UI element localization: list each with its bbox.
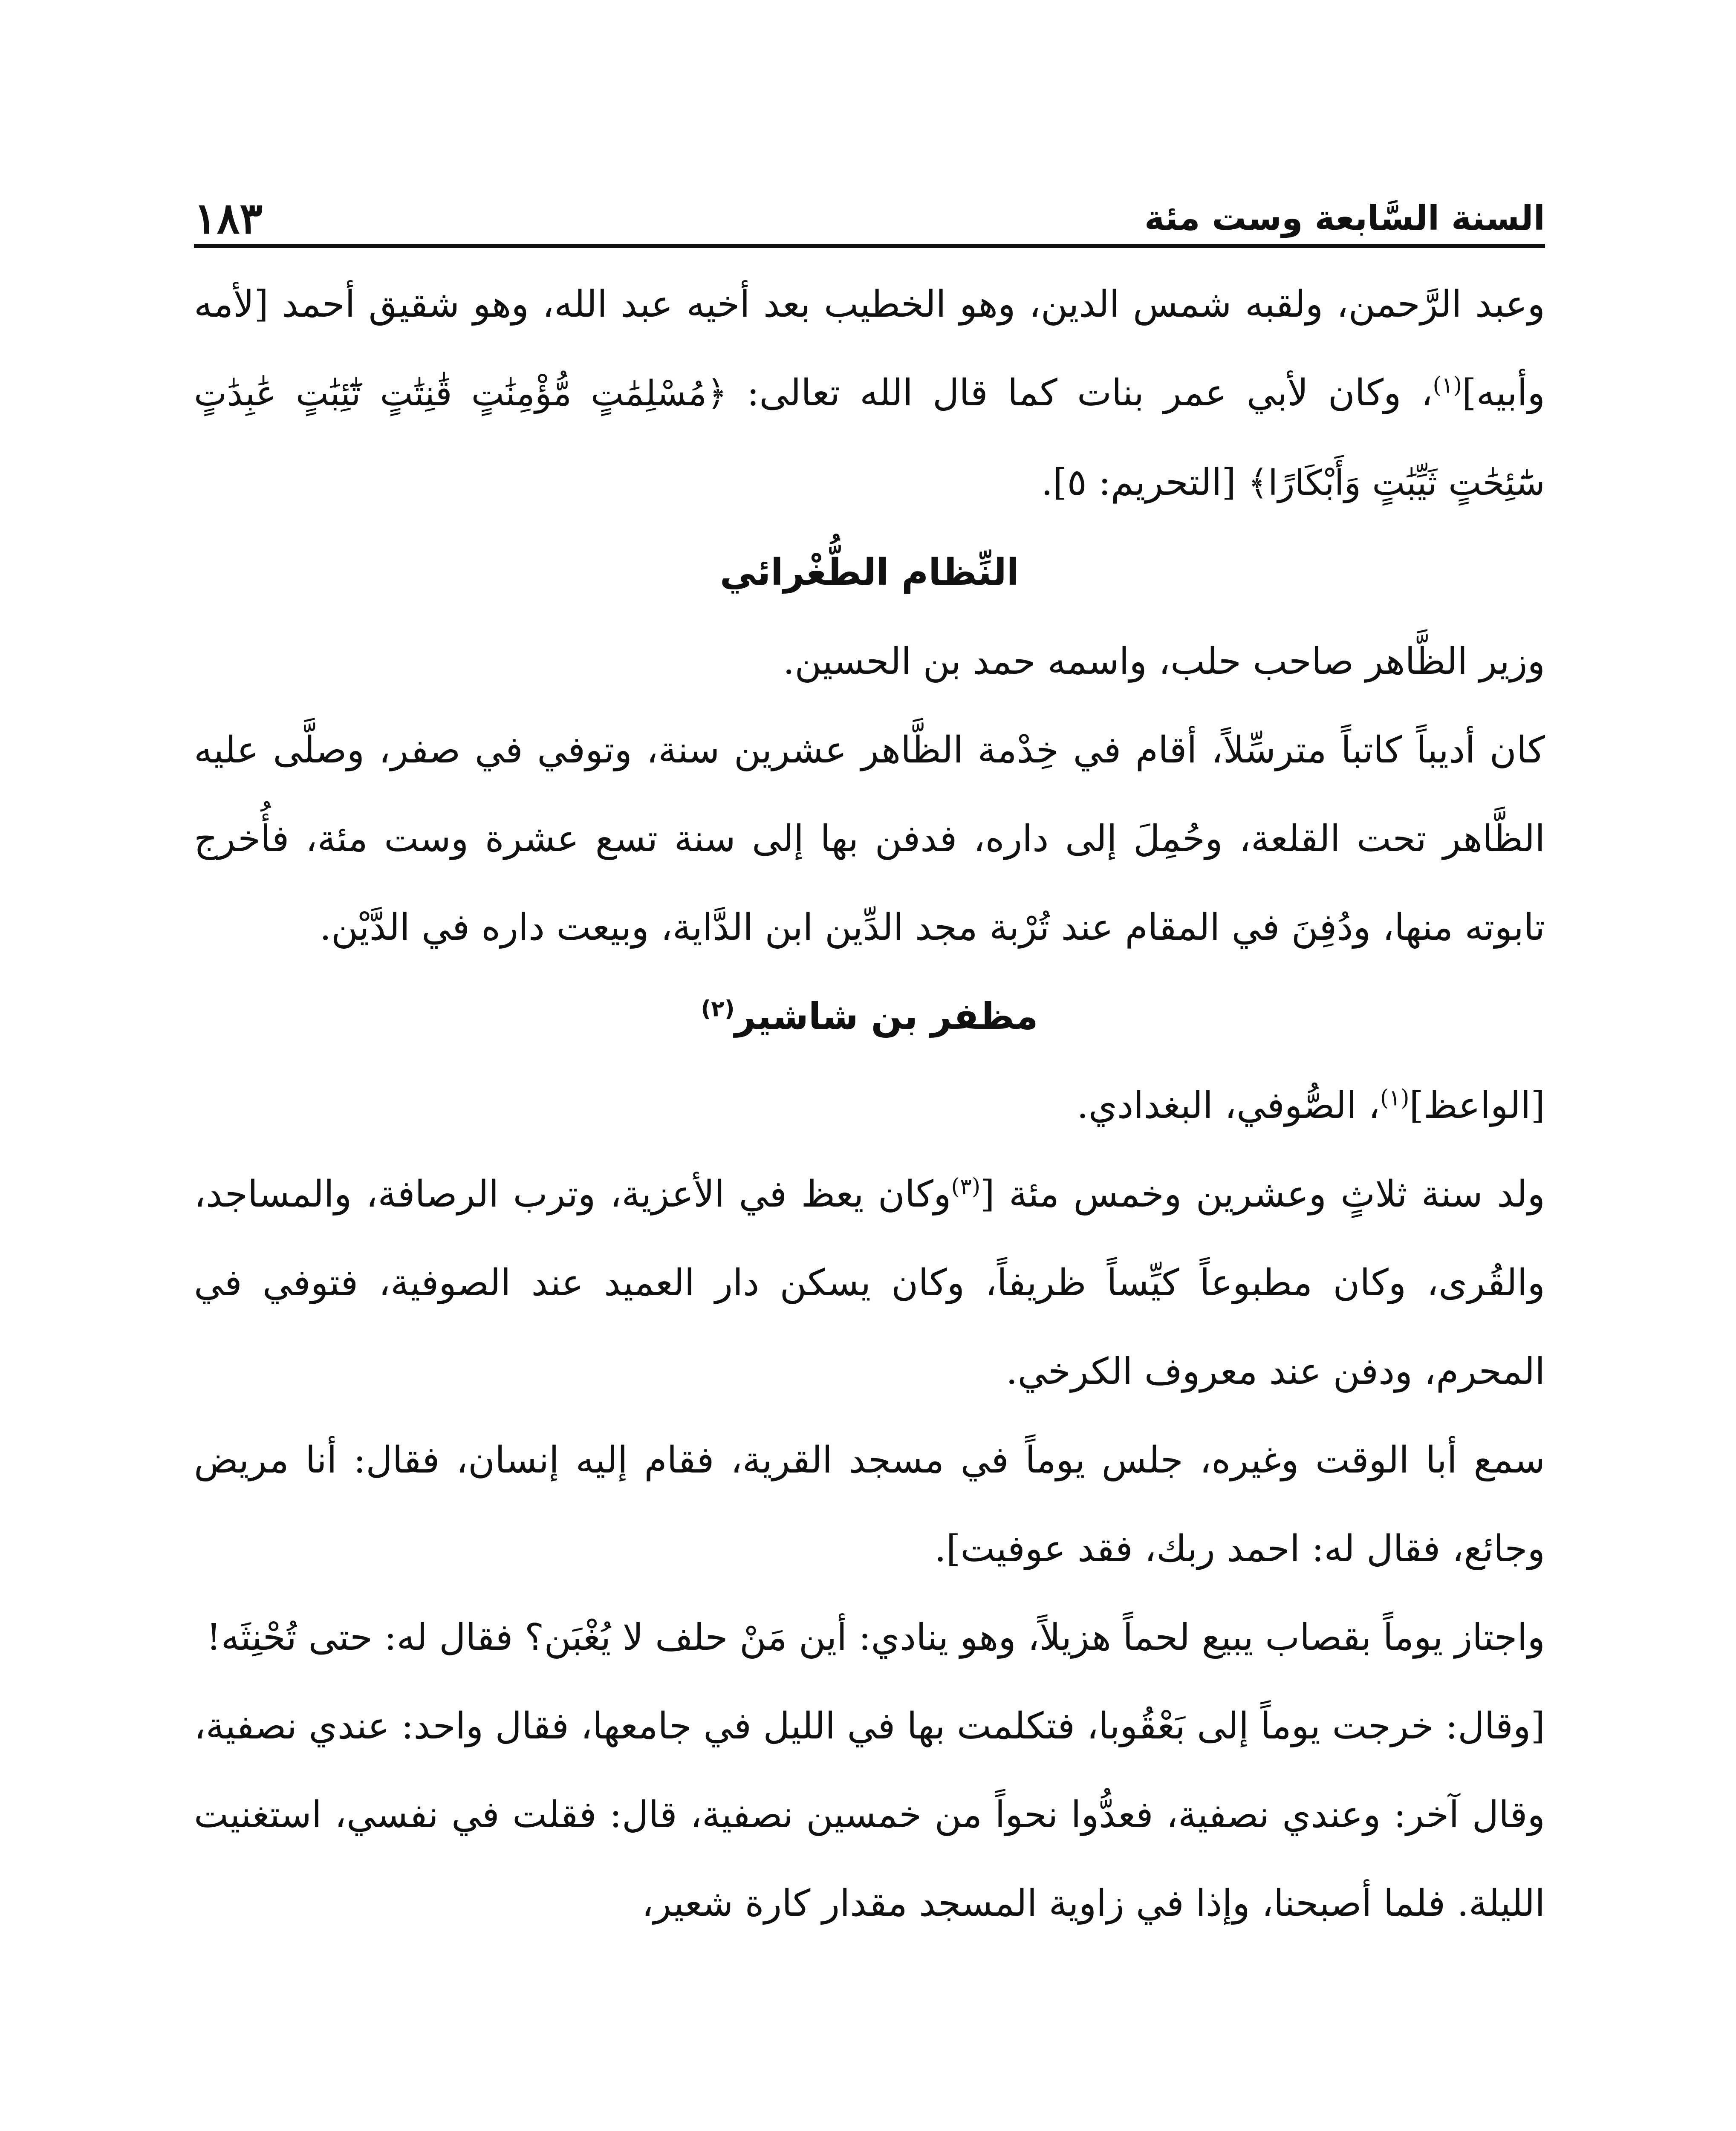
paragraph-6: سمع أبا الوقت وغيره، جلس يوماً في مسجد القرية، فقام إليه إنسان، فقال: أنا مريض وجائع، فقال له: احمد ربك، فقد عوفيت]. (194, 1439, 1545, 1570)
section-title-muzaffar: مظفر بن شاشير$^{(٢)}$ (701, 995, 1038, 1038)
footnote-ref[interactable]: (١) (1433, 372, 1462, 398)
footnote-ref[interactable]: (٣) (951, 1174, 981, 1200)
page-number: ١٨٣ (194, 193, 263, 243)
paragraph-4: [الواعظ]$^{(١)}$، الصُّوفي، البغدادي. (1077, 1084, 1545, 1127)
main-text (194, 260, 1545, 1948)
footnote-ref[interactable]: (٢) (701, 996, 735, 1022)
paragraph-1: وعبد الرَّحمن، ولقبه شمس الدين، وهو الخطيب بعد أخيه عبد الله، وهو شقيق أحمد [لأمه وأبيه]$^{(١)}$، وكان لأبي عمر بنات كما قال الله تعالى: ﴿مُسْلِمَٰتٍ مُّؤْمِنَٰتٍ قَٰنِتَٰتٍ تَٰٓئِبَٰتٍ عَٰبِدَٰتٍ سَٰٓئِحَٰتٍ ثَيِّبَٰتٍ وَأَبْكَارًا﴾ [التحريم: ٥]. (194, 283, 1545, 504)
paragraph-3: كان أديباً كاتباً مترسِّلاً، أقام في خِدْمة الظَّاهر عشرين سنة، وتوفي في صفر، وصلَّى عليه الظَّاهر تحت القلعة، وحُمِلَ إلى داره، فدفن بها إلى سنة تسع عشرة وست مئة، فأُخرج تابوته منها، ودُفِنَ في المقام عند تُرْبة مجد الدِّين ابن الدَّاية، وبيعت داره في الدَّيْن. (194, 729, 1545, 949)
header-rule (194, 244, 1545, 248)
paragraph-2: وزير الظَّاهر صاحب حلب، واسمه حمد بن الحسين. (783, 640, 1545, 683)
running-title: السنة السَّابعة وست مئة (1144, 198, 1545, 238)
running-header (194, 179, 1545, 243)
paragraph-7: واجتاز يوماً بقصاب يبيع لحماً هزيلاً، وهو ينادي: أين مَنْ حلف لا يُغْبَن؟ فقال له: حتى تُحْنِثَه! (206, 1616, 1545, 1659)
quran-verse: ﴿مُسْلِمَٰتٍ مُّؤْمِنَٰتٍ قَٰنِتَٰتٍ تَٰٓئِبَٰتٍ عَٰبِدَٰتٍ سَٰٓئِحَٰتٍ ثَيِّبَٰتٍ وَأَبْكَارًا﴾ (194, 373, 1545, 503)
paragraph-5: ولد سنة ثلاثٍ وعشرين وخمس مئة [$^{(٣)}$وكان يعظ في الأعزية، وترب الرصافة، والمساجد، والقُرى، وكان مطبوعاً كيِّساً ظريفاً، وكان يسكن دار العميد عند الصوفية، فتوفي في المحرم، ودفن عند معروف الكرخي. (194, 1173, 1545, 1393)
paragraph-8: [وقال: خرجت يوماً إلى بَعْقُوبا، فتكلمت بها في الليل في جامعها، فقال واحد: عندي نصفية، وقال آخر: وعندي نصفية، فعدُّوا نحواً من خمسين نصفية، قال: فقلت في نفسي، استغنيت الليلة. فلما أصبحنا، وإذا في زاوية المسجد مقدار كارة شعير، (194, 1705, 1545, 1925)
footnote-ref[interactable]: (١) (1380, 1085, 1410, 1111)
section-title-nizam: النِّظام الطُّغْرائي (719, 551, 1020, 594)
